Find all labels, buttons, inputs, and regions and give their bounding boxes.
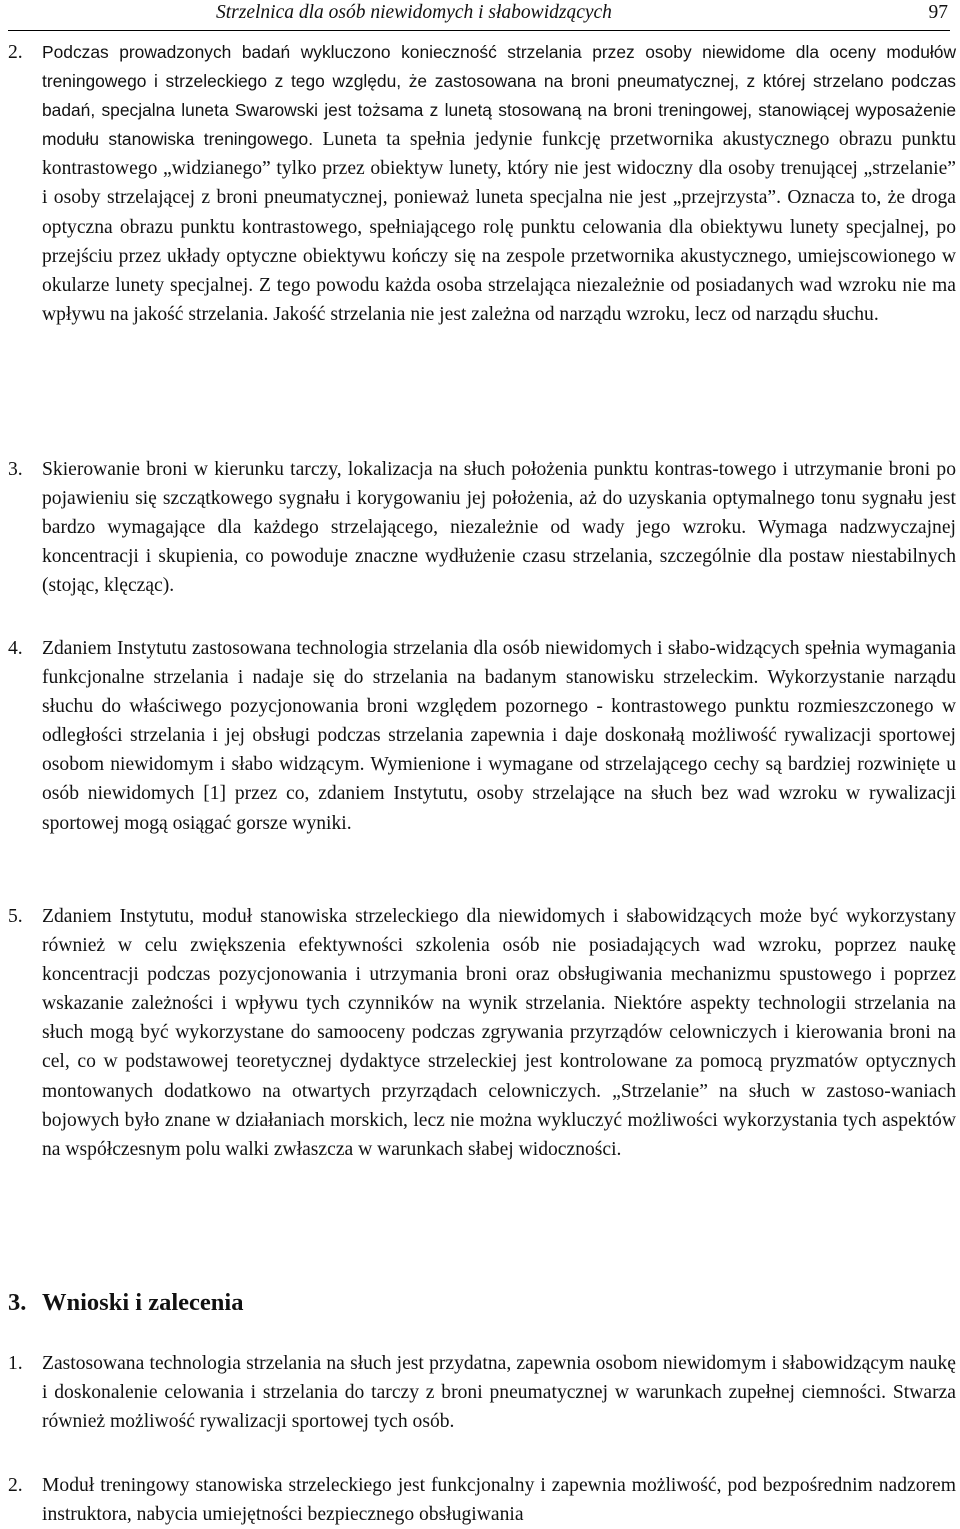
conclusion-item-2 (8, 1471, 956, 1529)
list-item-number: 4. (8, 638, 23, 659)
running-header (8, 0, 950, 31)
list-item-text-sans: Podczas prowadzonych badań wykluczono konieczność strzelania przez osoby niewidome dla oceny modułów treningowego i strzeleckiego z tego względu, że zastosowana na broni pneumatycznej, z której strzelano podczas badań, specjalna luneta Swarowski jest tożsama z lunetą stosowaną na broni treningowej, stanowiącej wyposażenie modułu stanowiska treningowego. (42, 42, 956, 150)
list-item-text: Zastosowana technologia strzelania na słuch jest przydatna, zapewnia osobom niewidomym i słabowidzącym naukę i doskonalenie celowania i strzelania do tarczy z broni pneumatycznej w warunkach zupełnej ciemności. Stwarza również możliwość rywalizacji sportowej tych osób. (42, 1353, 956, 1433)
page-number: 97 (928, 2, 948, 23)
list-item-text: Zdaniem Instytutu zastosowana technologia strzelania dla osób niewidomych i słabo-widzących spełnia wymagania funkcjonalne strzelania i nadaje się do strzelania na badanym stanowisku strzeleckim. Wykorzystanie narządu słuchu do właściwego pozycjonowania broni względem pozornego - kontrastowego punktu rozmieszczonego w odległości strzelania i jej obsługi podczas strzelania zapewnia i daje doskonałą możliwość rywalizacji sportowej osobom niewidomym i słabo widzącym. Wymienione i wymagane od strzelającego cechy są bardziej rozwinięte u osób niewidomych [1] przez co, zdaniem Instytutu, osoby strzelające na słuch bez wad wzroku w rywalizacji sportowej mogą osiągać gorsze wyniki. (42, 638, 956, 834)
list-item-text-serif: Luneta ta spełnia jedynie funkcję przetwornika akustycznego obrazu punktu kontrastowego „widzianego” tylko przez obiektyw lunety, który nie jest widoczny dla osoby trenującej „strzelanie” i osoby strzelającej z broni pneumatycznej, ponieważ luneta specjalna nie jest „przejrzysta”. Oznacza to, że droga optyczna obrazu punktu kontrastowego, spełniającego rolę punktu celowania dla obiektywu lunety specjalnej, po przejściu przez układy optyczne obiektywu kończy się na zespole przetwornika akustycznego, umiejscowionego w okularze lunety specjalnej. Z tego powodu każda osoba strzelająca niezależnie od posiadanych wad wzroku nie ma wpływu na jakość strzelania. Jakość strzelania nie jest zależna od narządu wzroku, lecz od narządu słuchu. (42, 129, 956, 325)
section-heading (8, 1286, 243, 1320)
list-item-5 (8, 902, 956, 1164)
list-item-text: Zdaniem Instytutu, moduł stanowiska strzeleckiego dla niewidomych i słabowidzących może być wykorzystany również w celu zwiększenia efektywności szkolenia osób nie posiadających wad wzroku, poprzez naukę koncentracji podczas pozycjonowania i utrzymania broni oraz obsługiwania mechanizmu spustowego i poprzez wskazanie zależności i wpływu tych czynników na wynik strzelania. Niektóre aspekty technologii strzelania na słuch mogą być wykorzystane do samooceny podczas zgrywania przyrządów celowniczych i kierowania broni na cel, co w podstawowej teoretycznej dydaktyce strzeleckiej jest kontrolowane za pomocą pryzmatów optycznych montowanych dodatkowo na otwartych przyrządach celowniczych. „Strzelanie” na słuch w zastoso-waniach bojowych było znane w działaniach morskich, lecz nie można wykluczyć możliwości wykorzystania tych aspektów na współczesnym polu walki zwłaszcza w warunkach słabej widoczności. (42, 906, 956, 1160)
section-number: 3. (8, 1289, 27, 1316)
section-title: Wnioski i zalecenia (42, 1289, 244, 1316)
list-item-2 (8, 38, 956, 329)
conclusion-item-1 (8, 1349, 956, 1436)
list-item-text (42, 38, 956, 329)
list-item-text: Moduł treningowy stanowiska strzeleckiego jest funkcjonalny i zapewnia możliwość, pod bezpośrednim nadzorem instruktora, nabycia umiejętności bezpiecznego obsługiwania (42, 1475, 956, 1526)
list-item-number: 2. (8, 42, 23, 63)
list-item-4 (8, 634, 956, 838)
list-item-number: 2. (8, 1475, 23, 1496)
running-header-title: Strzelnica dla osób niewidomych i słabowidzących (216, 2, 612, 23)
list-item-text: Skierowanie broni w kierunku tarczy, lokalizacja na słuch położenia punktu kontras-towego i utrzymanie broni po pojawieniu się szczątkowego sygnału i korygowaniu jej położenia, aż do uzyskania optymalnego tonu sygnału jest bardzo wymagające dla każdego strzelającego, niezależnie od wady jego wzroku. Wymaga nadzwyczajnej koncentracji i skupienia, co powoduje znaczne wydłużenie czasu strzelania, szczególnie dla postaw niestabilnych (stojąc, klęcząc). (42, 459, 956, 597)
list-item-3 (8, 455, 956, 600)
list-item-number: 1. (8, 1353, 23, 1374)
list-item-number: 3. (8, 459, 23, 480)
list-item-number: 5. (8, 906, 23, 927)
